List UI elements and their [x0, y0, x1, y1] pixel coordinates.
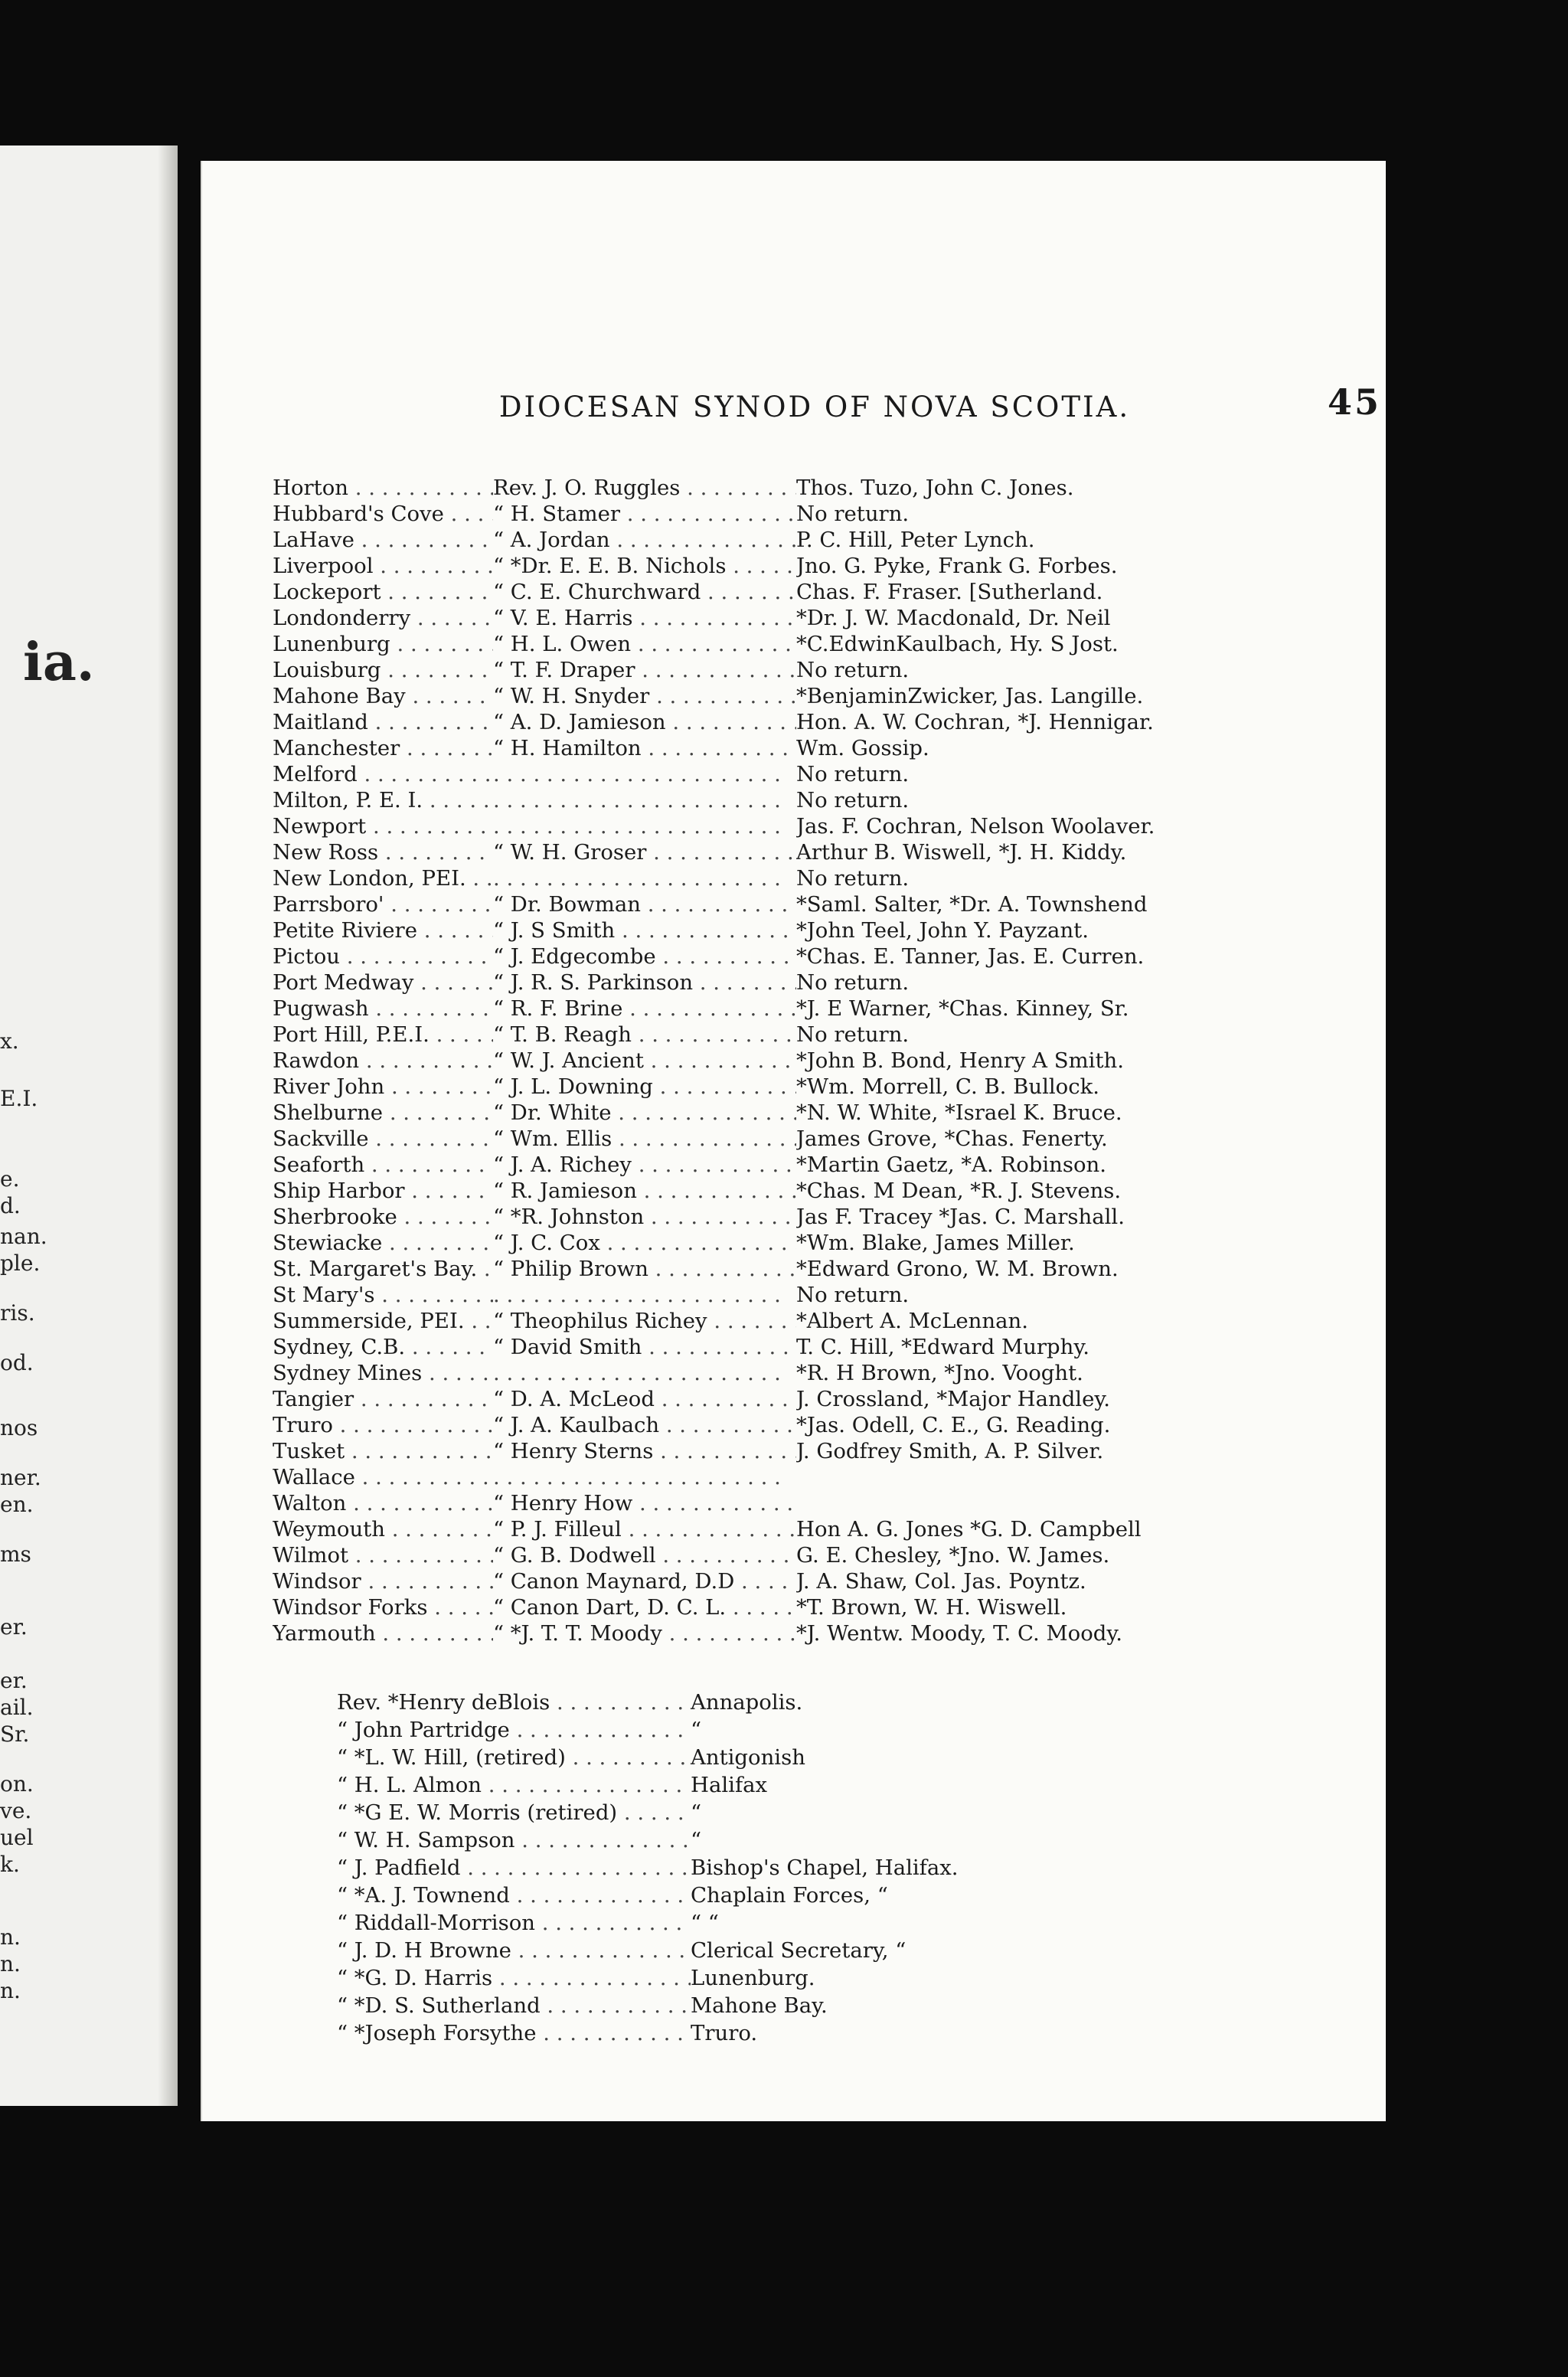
parish-clergy: “ Theophilus Richey . . . [493, 1308, 796, 1334]
clergy-name: “ *D. S. Sutherland . . . [337, 1992, 691, 2019]
parish-clergy: “ *R. Johnston . . . [493, 1204, 796, 1230]
running-head-title: DIOCESAN SYNOD OF NOVA SCOTIA. [498, 391, 1131, 423]
facing-page-fragment: er. [0, 1614, 28, 1640]
parish-name: LaHave . . . [273, 527, 493, 553]
parish-delegates: No return. [796, 658, 910, 682]
parish-row [273, 1438, 1260, 1464]
parish-delegates: *R. H Brown, *Jno. Vooght. [796, 1361, 1083, 1385]
clergy-place: Chaplain Forces, “ [691, 1883, 888, 1908]
parish-name: Yarmouth . . . [273, 1620, 493, 1646]
parish-name: New Ross . . . [273, 839, 493, 865]
parish-clergy: “ R. F. Brine . . . [493, 996, 796, 1022]
clergy-name: “ J. Padfield . . . [337, 1854, 691, 1882]
clergy-row [337, 2019, 1026, 2047]
clergy-row [337, 1854, 1026, 1882]
clergy-row [337, 1937, 1026, 1964]
parish-clergy: “ H. Stamer . . . [493, 501, 796, 527]
parish-delegates: *Wm. Blake, James Miller. [796, 1231, 1075, 1255]
parish-clergy [493, 865, 796, 891]
parish-clergy: “ David Smith . . . [493, 1334, 796, 1360]
parish-clergy: “ *Dr. E. E. B. Nichols . . . [493, 553, 796, 579]
parish-name: Port Hill, P.E.I. . . . [273, 1022, 493, 1048]
parish-delegates: *Chas. M Dean, *R. J. Stevens. [796, 1179, 1122, 1203]
parish-clergy: “ Canon Dart, D. C. L. . . . [493, 1594, 796, 1620]
parish-delegates: *Martin Gaetz, *A. Robinson. [796, 1153, 1106, 1177]
parish-clergy [493, 787, 796, 813]
facing-page-fragment: ple. [0, 1251, 41, 1276]
parish-delegates: Jas. F. Cochran, Nelson Woolaver. [796, 814, 1155, 839]
parish-name: St. Margaret's Bay. . . . [273, 1256, 493, 1282]
facing-page-fragment: x. [0, 1028, 19, 1054]
parish-clergy [493, 1464, 796, 1490]
parish-name: Petite Riviere . . . [273, 917, 493, 943]
parish-row [273, 787, 1260, 813]
parish-clergy: “ A. D. Jamieson . . . [493, 709, 796, 735]
parish-name: Parrsboro' . . . [273, 891, 493, 917]
parish-row [273, 1464, 1260, 1490]
parish-delegates [796, 1490, 1260, 1516]
parish-clergy: “ Canon Maynard, D.D . . . [493, 1568, 796, 1594]
clergy-place: Halifax [691, 1773, 768, 1797]
parish-name: Tusket . . . [273, 1438, 493, 1464]
parish-clergy: “ T. B. Reagh . . . [493, 1022, 796, 1048]
parish-row [273, 1334, 1260, 1360]
parish-row [273, 1360, 1260, 1386]
parish-row [273, 1490, 1260, 1516]
parish-name: River John . . . [273, 1074, 493, 1100]
facing-page-fragment: E.I. [0, 1086, 38, 1111]
parish-delegates: Hon. A. W. Cochran, *J. Hennigar. [796, 710, 1154, 734]
parish-clergy: “ J. Edgecombe . . . [493, 943, 796, 969]
parish-delegates: *Chas. E. Tanner, Jas. E. Curren. [796, 944, 1145, 969]
parish-name: Weymouth . . . [273, 1516, 493, 1542]
parish-clergy [493, 1360, 796, 1386]
parish-row [273, 865, 1260, 891]
parish-row [273, 1048, 1260, 1074]
parish-row [273, 839, 1260, 865]
clergy-name: “ *L. W. Hill, (retired) . . . [337, 1744, 691, 1771]
parish-row [273, 1204, 1260, 1230]
parish-name: Milton, P. E. I. . . . [273, 787, 493, 813]
parish-name: Shelburne . . . [273, 1100, 493, 1126]
parish-clergy: “ Henry How . . . [493, 1490, 796, 1516]
parish-delegates-list [273, 475, 1260, 1646]
clergy-row [337, 1744, 1026, 1771]
facing-page-fragment: ve. [0, 1798, 32, 1823]
facing-page-fragment: Sr. [0, 1721, 30, 1747]
clergy-place: “ [691, 1800, 702, 1825]
parish-clergy: “ R. Jamieson . . . [493, 1178, 796, 1204]
parish-delegates: *N. W. White, *Israel K. Bruce. [796, 1100, 1122, 1125]
parish-name: Pugwash . . . [273, 996, 493, 1022]
parish-row [273, 1126, 1260, 1152]
parish-row [273, 891, 1260, 917]
parish-name: Maitland . . . [273, 709, 493, 735]
parish-name: Liverpool . . . [273, 553, 493, 579]
parish-delegates: T. C. Hill, *Edward Murphy. [796, 1335, 1089, 1359]
clergy-name: “ *A. J. Townend . . . [337, 1882, 691, 1909]
parish-clergy: “ J. L. Downing . . . [493, 1074, 796, 1100]
parish-delegates: Hon A. G. Jones *G. D. Campbell [796, 1517, 1142, 1542]
parish-name: Mahone Bay . . . [273, 683, 493, 709]
clergy-place: “ [691, 1828, 702, 1852]
facing-page-fragment: ms [0, 1542, 31, 1567]
clergy-row [337, 1964, 1026, 1992]
facing-page-fragment: ia. [23, 632, 95, 693]
parish-delegates: P. C. Hill, Peter Lynch. [796, 528, 1035, 552]
clergy-place: Lunenburg. [691, 1966, 815, 1990]
parish-row [273, 1230, 1260, 1256]
parish-row [273, 605, 1260, 631]
parish-clergy: “ W. J. Ancient . . . [493, 1048, 796, 1074]
parish-clergy: “ J. C. Cox . . . [493, 1230, 796, 1256]
parish-row [273, 631, 1260, 657]
clergy-name: “ *G. D. Harris . . . [337, 1964, 691, 1992]
parish-name: Wilmot . . . [273, 1542, 493, 1568]
parish-clergy [493, 813, 796, 839]
parish-row [273, 709, 1260, 735]
parish-delegates: No return. [796, 970, 910, 995]
parish-delegates: *BenjaminZwicker, Jas. Langille. [796, 684, 1144, 708]
parish-name: Ship Harbor . . . [273, 1178, 493, 1204]
parish-delegates: J. Godfrey Smith, A. P. Silver. [796, 1439, 1104, 1463]
parish-name: Manchester . . . [273, 735, 493, 761]
parish-delegates: *C.EdwinKaulbach, Hy. S Jost. [796, 632, 1119, 656]
parish-delegates: *Edward Grono, W. M. Brown. [796, 1257, 1119, 1281]
parish-name: Walton . . . [273, 1490, 493, 1516]
parish-clergy: “ W. H. Groser . . . [493, 839, 796, 865]
parish-row [273, 813, 1260, 839]
parish-name: Louisburg . . . [273, 657, 493, 683]
parish-delegates: *John Teel, John Y. Payzant. [796, 918, 1089, 943]
parish-row [273, 1074, 1260, 1100]
parish-row [273, 501, 1260, 527]
parish-name: Londonderry . . . [273, 605, 493, 631]
clergy-name: “ W. H. Sampson . . . [337, 1826, 691, 1854]
parish-delegates: No return. [796, 1283, 910, 1307]
facing-page [0, 145, 178, 2106]
parish-delegates: *Dr. J. W. Macdonald, Dr. Neil [796, 606, 1111, 630]
parish-delegates: Arthur B. Wiswell, *J. H. Kiddy. [796, 840, 1127, 865]
parish-delegates: Wm. Gossip. [796, 736, 929, 760]
parish-row [273, 735, 1260, 761]
parish-name: Lunenburg . . . [273, 631, 493, 657]
parish-name: Wallace . . . [273, 1464, 493, 1490]
parish-delegates: *John B. Bond, Henry A Smith. [796, 1048, 1124, 1073]
clergy-name: “ J. D. H Browne . . . [337, 1937, 691, 1964]
parish-name: Seaforth . . . [273, 1152, 493, 1178]
parish-name: Windsor Forks . . . [273, 1594, 493, 1620]
parish-row [273, 1386, 1260, 1412]
parish-delegates: *Saml. Salter, *Dr. A. Townshend [796, 892, 1148, 917]
parish-name: Sackville . . . [273, 1126, 493, 1152]
parish-delegates: G. E. Chesley, *Jno. W. James. [796, 1543, 1110, 1568]
parish-name: Sherbrooke . . . [273, 1204, 493, 1230]
parish-row [273, 527, 1260, 553]
facing-page-fragment: ris. [0, 1300, 35, 1326]
parish-row [273, 761, 1260, 787]
parish-row [273, 1022, 1260, 1048]
parish-delegates: James Grove, *Chas. Fenerty. [796, 1126, 1108, 1151]
parish-clergy: “ D. A. McLeod . . . [493, 1386, 796, 1412]
parish-name: Sydney Mines . . . [273, 1360, 493, 1386]
running-head [432, 381, 1381, 423]
parish-row [273, 1100, 1260, 1126]
other-clergy-list [337, 1689, 1026, 2047]
parish-delegates: *Albert A. McLennan. [796, 1309, 1028, 1333]
parish-delegates: J. A. Shaw, Col. Jas. Poyntz. [796, 1569, 1086, 1594]
parish-delegates: No return. [796, 502, 910, 526]
clergy-row [337, 1771, 1026, 1799]
facing-page-fragment: e. [0, 1166, 20, 1192]
parish-name: Horton . . . [273, 475, 493, 501]
clergy-row [337, 1799, 1026, 1826]
clergy-row [337, 1689, 1026, 1716]
parish-clergy: “ J. R. S. Parkinson . . . [493, 969, 796, 996]
parish-clergy: “ H. Hamilton . . . [493, 735, 796, 761]
parish-row [273, 1516, 1260, 1542]
parish-clergy: “ H. L. Owen . . . [493, 631, 796, 657]
clergy-name: Rev. *Henry deBlois . . . [337, 1689, 691, 1716]
facing-page-fragment: uel [0, 1825, 34, 1850]
parish-row [273, 683, 1260, 709]
page-gutter [158, 145, 178, 2106]
facing-page-fragment: ail. [0, 1695, 34, 1720]
parish-name: New London, PEI. . . . [273, 865, 493, 891]
parish-delegates: J. Crossland, *Major Handley. [796, 1387, 1110, 1411]
facing-page-fragment: ner. [0, 1465, 41, 1490]
parish-name: St Mary's . . . [273, 1282, 493, 1308]
clergy-place: Truro. [691, 2021, 758, 2045]
parish-name: Sydney, C.B. . . . [273, 1334, 493, 1360]
parish-clergy: “ A. Jordan . . . [493, 527, 796, 553]
parish-clergy: “ T. F. Draper . . . [493, 657, 796, 683]
parish-clergy: “ Henry Sterns . . . [493, 1438, 796, 1464]
parish-row [273, 1594, 1260, 1620]
clergy-name: “ H. L. Almon . . . [337, 1771, 691, 1799]
clergy-place: Bishop's Chapel, Halifax. [691, 1855, 959, 1880]
parish-row [273, 1542, 1260, 1568]
parish-delegates: Jno. G. Pyke, Frank G. Forbes. [796, 554, 1118, 578]
clergy-row [337, 1909, 1026, 1937]
parish-delegates: *J. E Warner, *Chas. Kinney, Sr. [796, 996, 1129, 1021]
clergy-place: Mahone Bay. [691, 1993, 828, 2018]
parish-row [273, 1152, 1260, 1178]
parish-clergy: “ P. J. Filleul . . . [493, 1516, 796, 1542]
parish-row [273, 1308, 1260, 1334]
facing-page-fragment: k. [0, 1852, 20, 1877]
parish-row [273, 475, 1260, 501]
parish-row [273, 657, 1260, 683]
facing-page-fragment: nan. [0, 1224, 47, 1249]
parish-row [273, 969, 1260, 996]
clergy-row [337, 1882, 1026, 1909]
parish-clergy: “ G. B. Dodwell . . . [493, 1542, 796, 1568]
clergy-name: “ John Partridge . . . [337, 1716, 691, 1744]
page-number: 45 [1327, 381, 1381, 423]
parish-clergy: “ Wm. Ellis . . . [493, 1126, 796, 1152]
parish-name: Port Medway . . . [273, 969, 493, 996]
parish-clergy [493, 1282, 796, 1308]
parish-delegates: *Jas. Odell, C. E., G. Reading. [796, 1413, 1111, 1437]
clergy-place: Clerical Secretary, “ [691, 1938, 906, 1963]
document-page [201, 161, 1386, 2121]
parish-clergy: “ *J. T. T. Moody . . . [493, 1620, 796, 1646]
facing-page-fragment: od. [0, 1350, 34, 1375]
parish-delegates: No return. [796, 1022, 910, 1047]
parish-row [273, 917, 1260, 943]
clergy-row [337, 1826, 1026, 1854]
parish-row [273, 553, 1260, 579]
parish-clergy: “ C. E. Churchward . . . [493, 579, 796, 605]
parish-clergy [493, 761, 796, 787]
clergy-name: “ *G E. W. Morris (retired) . . . [337, 1799, 691, 1826]
parish-row [273, 1256, 1260, 1282]
parish-delegates: *J. Wentw. Moody, T. C. Moody. [796, 1621, 1123, 1646]
parish-name: Stewiacke . . . [273, 1230, 493, 1256]
parish-row [273, 1412, 1260, 1438]
clergy-place: “ [691, 1718, 702, 1742]
parish-name: Lockeport . . . [273, 579, 493, 605]
parish-delegates [796, 1464, 1260, 1490]
clergy-place: “ “ [691, 1911, 719, 1935]
parish-clergy: Rev. J. O. Ruggles . . . [493, 475, 796, 501]
clergy-name: “ Riddall-Morrison . . . [337, 1909, 691, 1937]
parish-clergy: “ Dr. Bowman . . . [493, 891, 796, 917]
facing-page-fragment: on. [0, 1771, 34, 1797]
facing-page-fragment: d. [0, 1193, 21, 1218]
parish-clergy: “ J. A. Kaulbach . . . [493, 1412, 796, 1438]
facing-page-fragment: er. [0, 1668, 28, 1693]
parish-delegates: Chas. F. Fraser. [Sutherland. [796, 580, 1103, 604]
parish-row [273, 1178, 1260, 1204]
parish-clergy: “ J. S Smith . . . [493, 917, 796, 943]
parish-row [273, 1568, 1260, 1594]
parish-row [273, 996, 1260, 1022]
parish-name: Tangier . . . [273, 1386, 493, 1412]
parish-name: Summerside, PEI. . . . [273, 1308, 493, 1334]
facing-page-fragment: nos [0, 1415, 38, 1440]
parish-row [273, 1620, 1260, 1646]
facing-page-fragment: n. [0, 1978, 21, 2003]
parish-delegates: Thos. Tuzo, John C. Jones. [796, 476, 1074, 500]
parish-row [273, 943, 1260, 969]
parish-clergy: “ W. H. Snyder . . . [493, 683, 796, 709]
parish-clergy: “ Philip Brown . . . [493, 1256, 796, 1282]
parish-delegates: No return. [796, 788, 910, 812]
parish-name: Windsor . . . [273, 1568, 493, 1594]
parish-name: Rawdon . . . [273, 1048, 493, 1074]
parish-clergy: “ V. E. Harris . . . [493, 605, 796, 631]
parish-row [273, 1282, 1260, 1308]
facing-page-fragment: en. [0, 1492, 34, 1517]
clergy-name: “ *Joseph Forsythe . . . [337, 2019, 691, 2047]
parish-delegates: Jas F. Tracey *Jas. C. Marshall. [796, 1205, 1125, 1229]
facing-page-fragment: n. [0, 1951, 21, 1976]
parish-clergy: “ J. A. Richey . . . [493, 1152, 796, 1178]
parish-name: Newport . . . [273, 813, 493, 839]
clergy-row [337, 1716, 1026, 1744]
parish-name: Pictou . . . [273, 943, 493, 969]
clergy-place: Annapolis. [691, 1690, 803, 1715]
facing-page-fragment: n. [0, 1924, 21, 1950]
parish-delegates: *T. Brown, W. H. Wiswell. [796, 1595, 1067, 1620]
parish-name: Hubbard's Cove . . . [273, 501, 493, 527]
parish-name: Melford . . . [273, 761, 493, 787]
clergy-place: Antigonish [691, 1745, 805, 1770]
clergy-row [337, 1992, 1026, 2019]
parish-clergy: “ Dr. White . . . [493, 1100, 796, 1126]
parish-delegates: No return. [796, 762, 910, 786]
parish-delegates: No return. [796, 866, 910, 891]
parish-row [273, 579, 1260, 605]
parish-name: Truro . . . [273, 1412, 493, 1438]
parish-delegates: *Wm. Morrell, C. B. Bullock. [796, 1074, 1100, 1099]
